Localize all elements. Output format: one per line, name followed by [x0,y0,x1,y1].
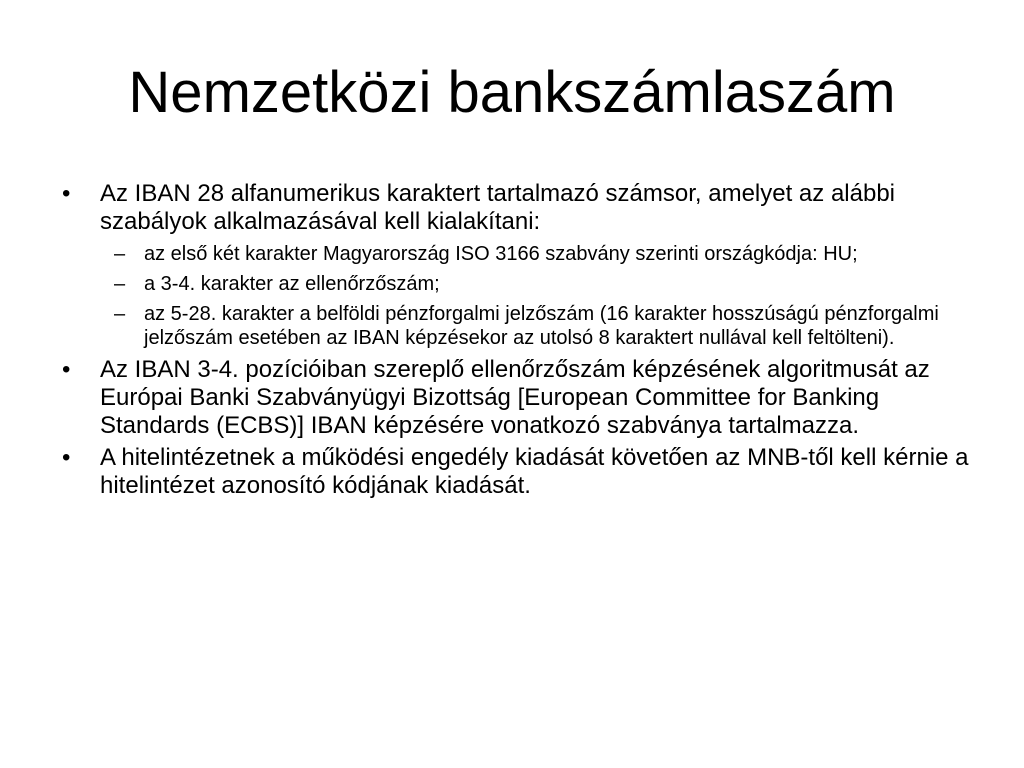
bullet-list [60,180,970,500]
dash-icon: – [114,303,126,325]
dash-icon: – [114,273,126,295]
sub-bullet-item [100,272,970,296]
bullet-text: Az IBAN 28 alfanumerikus karaktert tartalmazó számsor, amelyet az alábbi szabályok alkalmazásával kell kialakítani: [100,180,895,235]
sub-bullet-text: a 3-4. karakter az ellenőrzőszám; [144,273,440,295]
sub-bullet-item [100,242,970,266]
bullet-icon: • [62,356,71,383]
dash-icon: – [114,243,126,265]
bullet-text: Az IBAN 3-4. pozícióiban szereplő ellenőrzőszám képzésének algoritmusát az Európai Banki Szabványügyi Bizottság [European Committee for Banking Standards (ECBS)] IBAN képzésére vonatkozó szabványa tartalmazza. [100,356,930,439]
bullet-text: A hitelintézetnek a működési engedély kiadását követően az MNB-től kell kérnie a hitelintézet azonosító kódjának kiadását. [100,444,969,499]
bullet-item-checksum-algorithm [60,356,970,440]
bullet-icon: • [62,180,71,207]
bullet-item-bank-identifier [60,444,970,500]
slide-title: Nemzetközi bankszámlaszám [128,60,896,125]
sub-bullet-list [100,242,970,350]
bullet-item-iban-format [60,180,970,350]
sub-bullet-text: az 5-28. karakter a belföldi pénzforgalmi jelzőszám (16 karakter hosszúságú pénzforgalmi jelzőszám esetében az IBAN képzésekor az utolsó 8 karaktert nullával kell feltölteni). [144,303,939,349]
bullet-icon: • [62,444,71,471]
slide-content [60,180,970,504]
sub-bullet-text: az első két karakter Magyarország ISO 3166 szabvány szerinti országkódja: HU; [144,243,858,265]
sub-bullet-item [100,302,970,350]
